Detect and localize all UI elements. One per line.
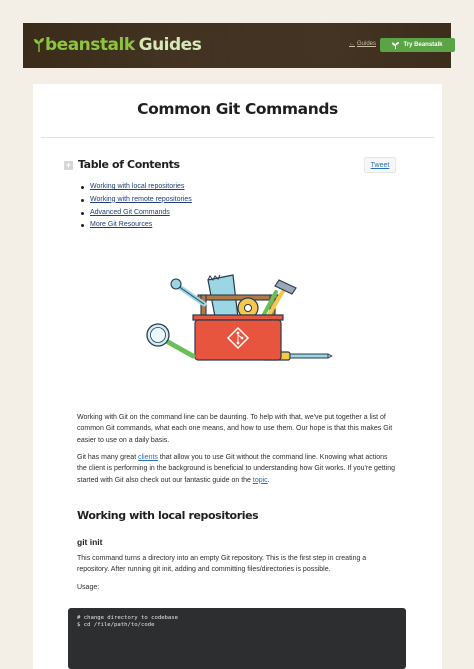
toolbox-handle <box>198 295 278 300</box>
arrow-left-icon: ← <box>349 41 355 47</box>
nav-guides-label: Guides <box>357 41 377 47</box>
logo-secondary-text: Guides <box>138 35 202 55</box>
intro-2-text-c: . <box>267 476 270 484</box>
toc-item-remote-repos[interactable]: Working with remote repositories <box>81 194 192 207</box>
tweet-button[interactable]: Tweet <box>364 157 396 173</box>
toc-toggle-icon[interactable]: + <box>65 160 72 170</box>
topic-link[interactable]: topic <box>252 476 268 484</box>
leaf-icon <box>34 38 44 52</box>
intro-paragraph-1: Working with Git on the command line can be daunting. To help with that, we've put together a list of common Git commands, what each one means, and how to use them. Our hope is that this makes Git easier to use on a daily basis. <box>77 414 393 444</box>
page-title: Common Git Commands <box>137 100 338 118</box>
intro-paragraph-2 <box>77 452 398 486</box>
try-beanstalk-button[interactable] <box>380 38 455 52</box>
logo-wordmark <box>45 35 201 55</box>
beanstalk-guides-logo[interactable] <box>34 32 201 58</box>
toolbox-icon <box>193 315 283 360</box>
code-line-1: # change directory to codebase <box>77 615 179 621</box>
nav-guides-link[interactable] <box>349 41 376 47</box>
toc-item-advanced[interactable]: Advanced Git Commands <box>81 207 192 220</box>
logo-primary-text: beanstalk <box>45 35 135 55</box>
toc-item-local-repos[interactable]: Working with local repositories <box>81 181 192 194</box>
wrench-icon <box>171 279 204 304</box>
section-heading-local-repos: Working with local repositories <box>77 509 259 522</box>
magnifier-icon <box>147 324 193 356</box>
toc-item-resources[interactable]: More Git Resources <box>81 219 192 232</box>
site-header <box>23 23 451 68</box>
usage-label: Usage: <box>77 584 100 591</box>
toc-title: Table of Contents <box>78 158 180 171</box>
article-card <box>33 84 442 669</box>
try-beanstalk-label: Try Beanstalk <box>403 42 443 48</box>
toc-list <box>81 181 192 232</box>
command-heading-git-init: git init <box>77 537 103 547</box>
git-init-description: This command turns a directory into an empty Git repository. This is the first step in creating a repository. After running git init, adding and committing files/directories is possible. <box>77 555 367 574</box>
git-toolbox-illustration <box>138 270 333 370</box>
intro-2-text-b: that allow you to use Git without the command line. Knowing what actions the client is performing in the background is beneficial to understanding how Git works. If you're getting started with Git also check out our fantastic guide on the <box>77 454 396 484</box>
code-block[interactable] <box>68 608 406 669</box>
code-line-2: $ cd /file/path/to/code <box>77 622 155 629</box>
title-divider <box>41 137 434 138</box>
intro-2-text-a: Git has many great <box>77 454 139 461</box>
beanstalk-icon <box>392 42 399 49</box>
clients-link[interactable]: clients <box>138 454 158 461</box>
